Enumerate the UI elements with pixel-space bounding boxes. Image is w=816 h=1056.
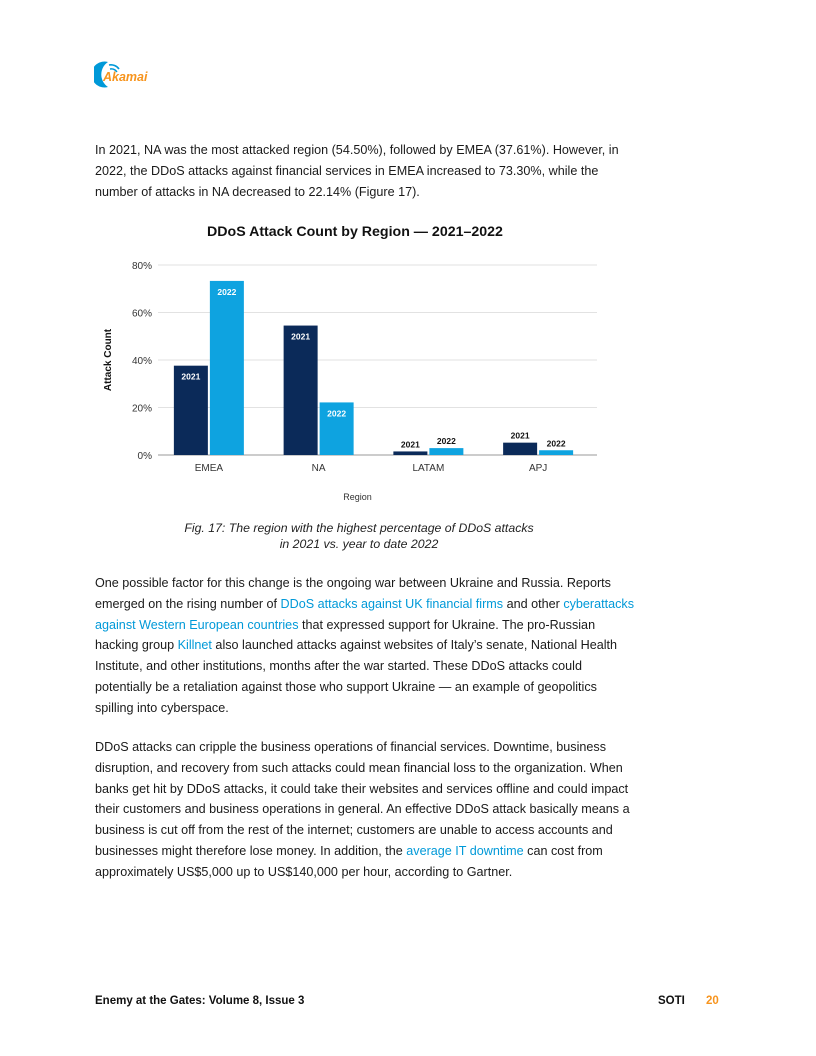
caption-line-2: in 2021 vs. year to date 2022 bbox=[279, 537, 439, 551]
bar-label: 2021 bbox=[291, 331, 311, 342]
bar-label: 2022 bbox=[436, 436, 456, 447]
para2-text-2: and other bbox=[503, 596, 564, 611]
intro-paragraph: In 2021, NA was the most attacked region (54.50%), followed by EMEA (37.61%). However, in 2022, the DDoS attacks against financial services in EMEA increased to 73.30%, while the number of attacks in NA decreased to 22.14% (Figure 17). bbox=[95, 143, 619, 199]
figure-caption bbox=[150, 520, 568, 552]
bar-chart bbox=[90, 250, 620, 515]
y-tick-label: 60% bbox=[131, 308, 152, 320]
y-axis-label: Attack Count bbox=[103, 328, 114, 392]
logo-wordmark: Akamai bbox=[103, 70, 148, 84]
footer-section: SOTI bbox=[658, 995, 685, 1007]
bar-2022-latam bbox=[429, 448, 463, 455]
link-killnet[interactable]: Killnet bbox=[177, 638, 212, 653]
footer-report-title: Enemy at the Gates: Volume 8, Issue 3 bbox=[95, 995, 305, 1007]
bar-2021-apj bbox=[503, 443, 537, 455]
para2-text-3: that expressed support for Ukraine. The pro-Russian hacking group bbox=[95, 617, 596, 653]
y-tick-label: 80% bbox=[131, 261, 152, 272]
y-tick-label: 40% bbox=[131, 356, 152, 367]
para3-text-1: DDoS attacks can cripple the business operations of financial services. Downtime, business disruption, and recovery from such attacks could mean financial loss to the organization. When banks get hit by DDoS attacks, it could take their websites and services offline and could impact their customers and business operations in general. An effective DDoS attack basically means a business is cut off from the rest of the internet; customers are unable to access accounts and businesses might therefore lose money. In addition, the bbox=[95, 740, 630, 858]
para2-text-1: One possible factor for this change is the ongoing war between Ukraine and Russia. Reports emerged on the rising number of bbox=[95, 576, 611, 611]
body-paragraph-2 bbox=[95, 573, 635, 719]
x-axis-label: Region bbox=[343, 492, 372, 502]
link-average-it-downtime[interactable]: average IT downtime bbox=[406, 843, 524, 858]
x-tick-label: APJ bbox=[528, 463, 548, 474]
bar-label: 2022 bbox=[546, 438, 566, 449]
x-tick-label: NA bbox=[311, 463, 326, 474]
chart-title: DDoS Attack Count by Region — 2021–2022 bbox=[207, 224, 503, 240]
x-tick-label: LATAM bbox=[412, 463, 445, 474]
bar-label: 2021 bbox=[400, 439, 420, 450]
link-ddos-uk-financial[interactable]: DDoS attacks against UK financial firms bbox=[280, 596, 504, 611]
page-number: 20 bbox=[706, 995, 719, 1007]
para2-text-4: also launched attacks against websites of Italy’s senate, National Health Institute, and other institutions, months after the war started. These DDoS attacks could potentially be a retaliation against those who support Ukraine — an example of geopolitics spilling into cyberspace. bbox=[95, 638, 618, 715]
bar-label: 2022 bbox=[217, 286, 237, 297]
y-tick-label: 0% bbox=[137, 451, 152, 462]
bar-2021-latam bbox=[393, 451, 427, 455]
link-cyberattacks-western-europe[interactable]: cyberattacks against Western European countries bbox=[95, 596, 635, 632]
caption-line-1: Fig. 17: The region with the highest percentage of DDoS attacks bbox=[184, 521, 534, 535]
bar-label: 2021 bbox=[510, 430, 530, 441]
bar-2021-na bbox=[284, 326, 318, 455]
para3-text-2: can cost from approximately US$5,000 up to US$140,000 per hour, according to Gartner. bbox=[95, 843, 603, 879]
x-tick-label: EMEA bbox=[194, 463, 224, 474]
y-tick-label: 20% bbox=[131, 403, 152, 415]
bar-label: 2021 bbox=[181, 371, 201, 382]
body-paragraph-3 bbox=[95, 737, 635, 883]
bar-2022-apj bbox=[539, 450, 573, 455]
bar-2022-emea bbox=[210, 281, 244, 455]
bar-label: 2022 bbox=[327, 408, 347, 419]
